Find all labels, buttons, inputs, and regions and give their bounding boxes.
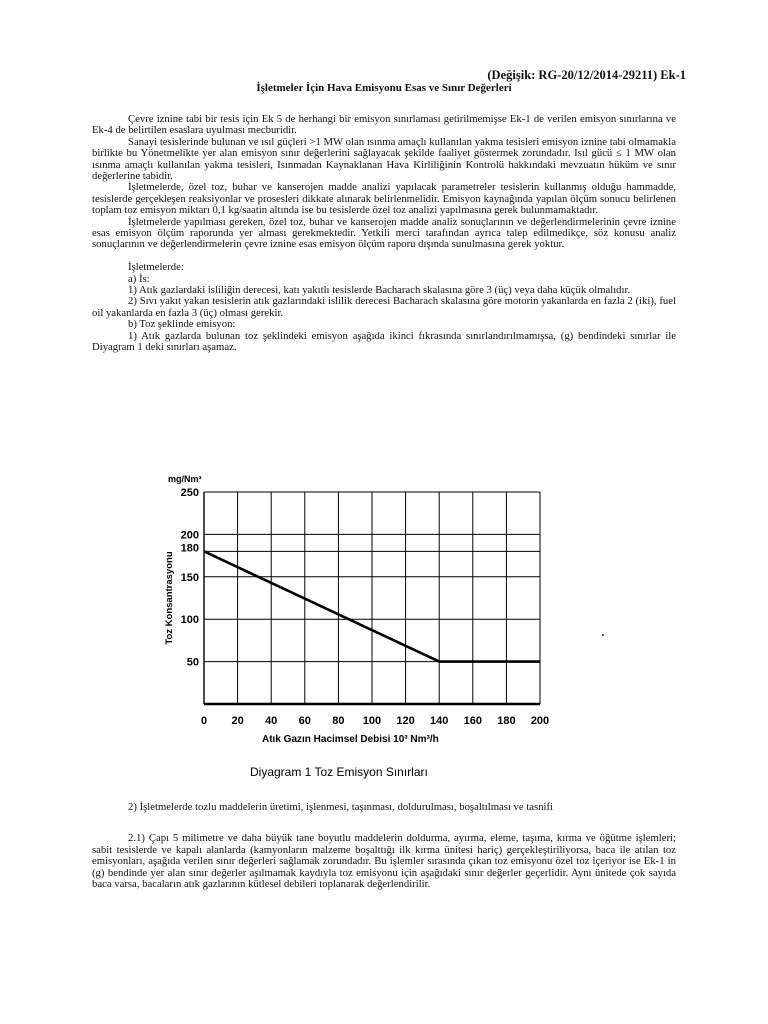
y-tick-label: 100 bbox=[180, 614, 199, 627]
x-tick-label: 140 bbox=[430, 715, 449, 727]
x-tick-label: 160 bbox=[463, 715, 482, 727]
paragraph: Sanayi tesislerinde bulunan ve ısıl güçleri >1 MW olan ısınma amaçlı kullanılan yakma tesisleri emisyon iznine tabi olmamakla birlikte bu Yönetmelikte yer alan emisyon sınır değerlerini sağlayacak şekilde faaliyet göstermek zorundadır. Isıl gücü ≤ 1 MW olan ısınma amaçlı kullanılan yakma tesisleri, Isınmadan Kaynaklanan Hava Kirliliğinin Kontrolü hakkındaki mevzuatın hüküm ve sınır değerlerine tabidir. bbox=[92, 135, 676, 183]
x-tick-label: 20 bbox=[231, 715, 244, 727]
x-tick-label: 80 bbox=[332, 715, 345, 727]
x-tick-label: 100 bbox=[362, 715, 382, 727]
intro-text bbox=[92, 114, 676, 354]
chart-svg bbox=[150, 468, 570, 788]
x-tick-label: 180 bbox=[497, 715, 516, 727]
y-tick-label: 50 bbox=[186, 656, 199, 669]
x-tick-label: 40 bbox=[265, 715, 278, 727]
paragraph: İşletmelerde yapılması gereken, özel toz, buhar ve kanserojen madde analiz sonuçlarının ve değerlendirmelerinin çevre iznine esas emisyon ölçüm raporunda yer alması gerekmektedir. Yetkili merci tarafından ayrıca talep edilmedikçe, söz konusu analiz sonuçlarının ve değerlendirmelerin çevre iznine esas emisyon ölçüm raporu dışında sunulmasına gerek yoktur. bbox=[92, 215, 676, 251]
item-a1: 1) Atık gazlardaki isliliğin derecesi, katı yakıtlı tesislerde Bacharach skalasına göre 3 (üç) veya daha küçük olmalıdır. bbox=[128, 284, 631, 297]
diagram-caption: Diyagram 1 Toz Emisyon Sınırları bbox=[250, 765, 428, 779]
paragraph: Çevre iznine tabi bir tesis için Ek 5 de herhangi bir emisyon sınırlaması getirilmemişse Ek-1 de verilen emisyon sınırlarına ve Ek-4 de belirtilen esaslara uyulması mecburidir. bbox=[92, 113, 676, 137]
stray-dot bbox=[602, 634, 604, 636]
section-intro: İşletmelerde: bbox=[128, 261, 184, 274]
diagram-1-chart bbox=[150, 468, 570, 788]
x-axis-label: Atık Gazın Hacimsel Debisi 10³ Nm³/h bbox=[262, 734, 439, 745]
document-title: İşletmeler İçin Hava Emisyonu Esas ve Sınır Değerleri bbox=[256, 82, 512, 94]
y-tick-label: 180 bbox=[180, 542, 199, 555]
paragraph: İşletmelerde, özel toz, buhar ve kanserojen madde analizi yapılacak parametreler tesislerin kullanmış olduğu hammadde, tesislerde gerçekleşen reaksiyonlar ve prosesleri dikkate alınarak belirlenmelidir. Emisyon kaynağında yapılan ölçüm sonucu belirlenen toplam toz emisyon miktarı 0,1 kg/saatin altında ise bu tesislerde özel toz analizi yapılmasına gerek bulunmamaktadır. bbox=[92, 181, 676, 217]
y-tick-label: 200 bbox=[180, 529, 199, 542]
amendment-reference: (Değişik: RG-20/12/2014-29211) Ek-1 bbox=[487, 68, 686, 82]
subsection-heading-a: a) İs: bbox=[128, 272, 150, 285]
y-tick-label: 250 bbox=[180, 487, 199, 499]
section-2-heading: 2) İşletmelerde tozlu maddelerin üretimi, işlenmesi, taşınması, doldurulması, boşaltılması ve tasnifi bbox=[128, 801, 554, 813]
subsection-heading-b: b) Toz şeklinde emisyon: bbox=[128, 318, 236, 331]
y-axis-label: Toz Konsantrasyonu bbox=[164, 551, 175, 645]
item-b1: 1) Atık gazlarda bulunan toz şeklindeki emisyon aşağıda ikinci fıkrasında sınırlandırılmamışsa, (g) bendindeki sınırlar ile Diyagram 1 deki sınırları aşamaz. bbox=[92, 329, 676, 354]
section-2 bbox=[92, 802, 676, 890]
y-unit-label: mg/Nm³ bbox=[168, 474, 202, 484]
x-tick-label: 120 bbox=[396, 715, 415, 727]
paragraph-2-1: 2.1) Çapı 5 milimetre ve daha büyük tane boyutlu maddelerin doldurma, ayırma, eleme, taşıma, kırma ve öğütme işlemleri; sabit tesislerde ve kapalı alanlarda (kamyonların malzeme boşalttığı ilk kırma ünitesi hariç) gerçekleştiriliyorsa, baca ile atılan toz emisyonları, aşağıda verilen sınır değerleri sağlamak zorundadır. Bu işlemler sırasında çıkan toz emisyonu özel toz içeriyor ise Ek-1 in (g) bendinde yer alan sınır değerler aşılmamak kaydıyla toz emisyonu için aşağıdaki sınır değerler geçerlidir. Aynı ünitede çok sayıda baca varsa, bacaların atık gazlarının kütlesel debileri toplanarak değerlendirilir. bbox=[92, 832, 676, 891]
x-tick-label: 60 bbox=[298, 715, 311, 727]
x-tick-label: 200 bbox=[530, 715, 550, 727]
item-a2: 2) Sıvı yakıt yakan tesislerin atık gazlarındaki islilik derecesi Bacharach skalasına göre motorin yakanlarda en fazla 2 (iki), fuel oil yakanlarda en fazla 3 (üç) olması gerekir. bbox=[92, 295, 676, 319]
x-tick-label: 0 bbox=[200, 715, 208, 727]
y-tick-label: 150 bbox=[180, 571, 199, 584]
